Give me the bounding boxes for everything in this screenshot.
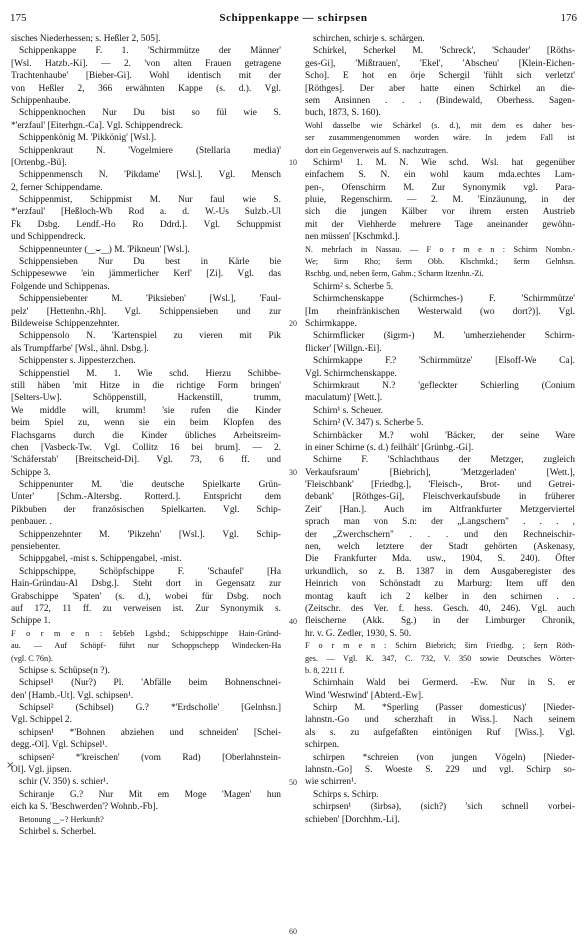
text-line: Schirne F. 'Schlachthaus der Metzger, zugleich bbox=[313, 455, 575, 466]
text-line: pensiebenter. bbox=[11, 542, 61, 553]
text-line: Schipse s. Schüpse(n ?). bbox=[19, 665, 110, 676]
text-line: schipsen¹ *'Bohnen abziehen und schneiden' [Schei- bbox=[19, 727, 281, 738]
text-line: F o r m e n : Schirn Biebrich; širn Friedbg. ; šeṛn Röth- bbox=[305, 641, 575, 651]
text-line: Schippenknochen Nur Du bist so fül wie S. bbox=[19, 108, 281, 119]
text-line: Schippenunter M. 'die deutsche Spielkarte Grün- bbox=[19, 480, 281, 491]
text-line: pluie, Regenschirm. — 2. M. 'Einzäunung, in der bbox=[305, 195, 575, 206]
text-line: buch, 1873, S. 160). bbox=[305, 108, 381, 119]
text-line: Heinrich von Schönstadt zu Marburg: Item uff den bbox=[305, 579, 575, 590]
text-line: beim Spiel zu, wenn sie ein beim Klopfen des bbox=[11, 418, 281, 429]
text-line: Schippensiebenter M. 'Piksieben' [Wsl.], 'Faul- bbox=[19, 294, 281, 305]
text-line: Vgl. Schirmchenskappe. bbox=[305, 368, 397, 379]
line-number: 20 bbox=[289, 319, 297, 329]
text-line: Schirmkappe. bbox=[305, 318, 357, 329]
text-line: ges. — Vgl. K. 347, C. 732, V. 350 sowie Deutsches Wörter- bbox=[305, 653, 575, 663]
text-line: Schippe 3. bbox=[11, 467, 51, 478]
text-line: lahnstn.-Go] S. Woeste S. 229 und vgl. Schirp so- bbox=[305, 765, 575, 776]
text-line: [Im rheinfränkischen Westerwald (wo dort?)]. Vgl. bbox=[305, 306, 575, 317]
text-line: penbauer. . bbox=[11, 517, 52, 528]
text-line: wie schirren¹. bbox=[305, 777, 357, 788]
text-line: Zeit' [Han.]. Auch im Altfrankfurter Metzgerviertel bbox=[305, 504, 575, 515]
text-line: Schippenkappe F. 1. 'Schirmmütze der Männer' bbox=[19, 46, 281, 57]
text-line: Schippenmist, Schippmist M. Nur faul wie S. bbox=[19, 195, 281, 206]
text-line: Schirkel, Scherkel M. 'Schreck', 'Schauder' [Röths- bbox=[313, 46, 575, 57]
text-line: [Wsl. Hatzb.-Ki]. — 2. 'von alten Frauen getragene bbox=[11, 58, 281, 69]
text-line: Verkaufsraum' [Biebrich], 'Metzgerladen' [Wett.], bbox=[305, 467, 575, 478]
text-line: von Heßler 2, 366 erwähnten Kappe (s. d.). Vgl. bbox=[11, 83, 281, 94]
text-line: (vgl. C 76n). bbox=[11, 653, 53, 663]
text-line: Schiranje G.? Nur Mit em Moge 'Magen' hun bbox=[19, 789, 281, 800]
text-line: Pikbuben der französischen Spielkarten. Vgl. Schip- bbox=[11, 504, 281, 515]
text-line: nen, welch letztere der Stadt gehörten (Askenasy, bbox=[305, 542, 575, 553]
text-line: Schippenzehnter M. 'Pikzehn' [Wsl.]. Vgl. Schip- bbox=[19, 529, 281, 540]
text-line: Schippe 1. bbox=[11, 616, 51, 627]
text-line: debank' [Röthges-Gi], Fleischverkaufsbude in früherer bbox=[305, 492, 575, 503]
text-line: Schipsel² (Schibsel) G.? *'Erdscholle' [Gelnhsn.] bbox=[19, 703, 281, 714]
text-line: Schirn¹ s. Scheuer. bbox=[313, 405, 383, 416]
text-line: Schipsel¹ (Nur?) Pl. 'Abfälle beim Bohnenschnei- bbox=[19, 678, 281, 689]
text-line: als Trumpffarbe' [Wsl., ähnl. Dsbg.]. bbox=[11, 343, 149, 354]
text-line: sisches Niederhessen; s. Heßler 2, 505]. bbox=[11, 34, 161, 44]
page-header bbox=[10, 12, 577, 28]
text-line: degg.-Ol]. Vgl. Schipsel¹. bbox=[11, 740, 108, 751]
text-line: *'erzfaul' [Heßloch-Wb Rod a. d. W.-Us Sulzb.-Ul bbox=[11, 207, 281, 218]
text-line: Schirps s. Schirp. bbox=[313, 789, 379, 800]
text-line: Rschbg. und, neben šerm, Gahm.; Scharm Itzenhn.-Zi. bbox=[305, 269, 484, 279]
text-line: [Röthges]. Der aber hatte einen Schirkel an die- bbox=[305, 83, 575, 94]
page-number-left: 175 bbox=[10, 12, 27, 24]
text-line: pelz' [Hettenhn.-Rh]. Vgl. Schippensieben und zur bbox=[11, 306, 281, 317]
text-line: Schippenkönig M. 'Pikkönig' [Wsl.]. bbox=[19, 133, 157, 144]
text-line: We; širm Rho; šerm Obb. Klschmkd.; šerm Gelnhsn. bbox=[305, 257, 575, 267]
text-line: Schirmkappe F.? 'Schirmmütze' [Elsoff-We Ca]. bbox=[313, 356, 575, 367]
text-line: chen [Vasbeck-Tw. Vgl. Collitz 16 bei brum]. — 2. bbox=[11, 442, 281, 453]
text-line: Schirm¹ 1. M. N. Wie schd. Wsl. hat gegenüber bbox=[313, 157, 575, 168]
text-line: au. — Auf Schöpf- führt nur Schoppschepp Windecken-Ha bbox=[11, 641, 281, 651]
text-line: Schirmflicker (šigrm-) M. 'umherziehender Schirm- bbox=[313, 331, 575, 342]
text-line: mit der Viehherde mehrere Tage aneinander gewöhn- bbox=[305, 219, 575, 230]
text-line: und Schippendreck. bbox=[11, 232, 86, 243]
text-line: sprach man von S.n: der „Langschern" . . . , bbox=[305, 517, 575, 528]
text-line: Grabschippe 'Spaten' (s. d.), wobei für Dsbg. noch bbox=[11, 591, 281, 602]
text-line: schirpen. bbox=[305, 740, 340, 751]
text-line: Schippenmensch N. 'Pikdame' [Wsl.]. Vgl. Mensch bbox=[19, 170, 281, 181]
text-line: Schippensolo N. 'Kartenspiel zu vieren mit Pik bbox=[19, 331, 281, 342]
text-line: schir (V. 350) s. schier¹. bbox=[19, 777, 109, 788]
text-line: [Ortenbg.-Bü]. bbox=[11, 157, 67, 168]
text-line: schirpen *schreien (von jungen Vögeln) [Nieder- bbox=[313, 752, 575, 763]
text-line: urkundlich, so z. B. 1387 in dem Ausgaberegister des bbox=[305, 566, 575, 577]
text-line: Schippgabel, -mist s. Schippengabel, -mist. bbox=[19, 554, 182, 565]
text-line: Fk Dsbg. Lendf.-Ho Ro Ddrd.]. Vgl. Schuppmist bbox=[11, 219, 281, 230]
text-line: Folgende und Schippenas. bbox=[11, 281, 110, 292]
text-line: 'Fleischbank' [Friedbg.], 'Fleisch-, Brot- und Getrei- bbox=[305, 480, 575, 491]
running-title: Schippenkappe — schirpsen bbox=[219, 12, 368, 24]
text-line: Die Frankfurter Mda. usw., 1904, S. 240). Öfter bbox=[305, 554, 575, 565]
page-number-right: 176 bbox=[560, 12, 577, 24]
text-line: Unter' [Schm.-Altersbg. Rotterd.]. Entspricht dem bbox=[11, 492, 281, 503]
text-line: Hain-Gründau-Al Dsbg.]. Steht dort in Gegensatz zur bbox=[11, 579, 281, 590]
text-line: lahnstn.-Go und scherzhaft in Wiss.]. Nach seinem bbox=[305, 715, 575, 726]
line-number: 40 bbox=[289, 616, 297, 626]
text-line: Ol]. Vgl. jipsen. bbox=[11, 765, 72, 776]
text-line: *'erzfaul' [Eiterhgn.-Ca]. Vgl. Schippendreck. bbox=[11, 120, 184, 131]
text-line: einfachem S. N. ein wohl kaum mda.echtes Lam- bbox=[305, 170, 575, 181]
line-number: 50 bbox=[289, 778, 297, 787]
text-line: Schippesewwe 'ein jämmerlicher Kerl' [Zi]. Vgl. das bbox=[11, 269, 281, 280]
text-line: nen müssen' [Kschmkd.]. bbox=[305, 232, 400, 243]
margin-cross-mark: × bbox=[6, 760, 15, 771]
text-line: der „Zwerchschern" . . . und den Rechneischir- bbox=[305, 529, 575, 540]
text-line: Trachtenhaube' [Bieber-Gi]. Wohl identisch mit der bbox=[11, 71, 281, 82]
text-line: Flachsgarns durch die Kinder übliches Arbeitsreim- bbox=[11, 430, 281, 441]
text-line: (Zeitschr. des Ver. f. hess. Gesch. 40, 246). Vgl. auch bbox=[305, 603, 575, 614]
text-line: Schirp M. *Sperling (Passer domesticus)' [Nieder- bbox=[313, 703, 575, 714]
text-line: fleischerne (Akk. Sg.) in der Limburger Chronik, bbox=[305, 616, 575, 627]
text-line: Schirn² (V. 347) s. Scherbe 5. bbox=[313, 418, 424, 429]
text-line: pen-, Ofenschirm M. Zur Synonymik vgl. Para- bbox=[305, 182, 575, 193]
text-line: ges-Gi], 'Mißtrauen', 'Ekel', 'Abscheu' [Klein-Eichen- bbox=[305, 58, 575, 69]
text-line: in einer Schirne (s. d.) feilhält' [Grünbg.-Gi]. bbox=[305, 442, 474, 453]
text-line: Schirmkraut N.? 'gefleckter Schierling (Conium bbox=[313, 380, 575, 391]
text-line: Wind 'Westwind' [Abterd.-Ew]. bbox=[305, 690, 424, 701]
text-line: Schippensieben Nur Du best in Kärle bie bbox=[19, 257, 281, 268]
text-line: Schirmchenskappe (Schirmches-) F. 'Schirmmütze' bbox=[313, 294, 575, 305]
text-line: Schippenster s. Jippesterzchen. bbox=[19, 356, 136, 367]
text-line: dort ein Gegenverweis auf S. nachzutragen. bbox=[305, 145, 448, 155]
line-number: 60 bbox=[289, 926, 297, 936]
text-line: Schippschippe, Schöpfschippe F. 'Schaufel' [Ha bbox=[19, 566, 281, 577]
text-line: F o r m e n : šebšeb Lgsbd.; Schippschippe Hain-Gründ- bbox=[11, 628, 281, 638]
text-line: We middle will, krumm! 'sie rufen die Kinder bbox=[11, 405, 281, 416]
text-line: Scho]. E hot en örje Schergil 'fühlt sich verletzt' bbox=[305, 71, 575, 82]
text-line: ser zusammengenommen worden wäre. In jedem Fall ist bbox=[305, 133, 575, 143]
text-line: Schippenkraut N. 'Vogelmiere (Stellaria media)' bbox=[19, 145, 281, 156]
text-line: Bildeweise Schippenzehnter. bbox=[11, 318, 120, 329]
text-line: Schirnhain Wald bei Germerd. -Ew. Nur in S. er bbox=[313, 678, 575, 689]
line-number: 30 bbox=[289, 468, 297, 477]
right-column bbox=[305, 33, 575, 826]
text-line: Schippenhaube. bbox=[11, 95, 71, 106]
text-line: Schirbel s. Scherbel. bbox=[19, 827, 97, 837]
left-column bbox=[11, 33, 281, 838]
text-line: sem Ansinnen . . . (Bindewald, Oberhess. Sagen- bbox=[305, 95, 575, 106]
text-line: schirchen, schirje s. schärgen. bbox=[313, 34, 425, 44]
text-line: Schippenstiel M. 1. Wie schd. Hierzu Schibbe- bbox=[19, 368, 281, 379]
text-line: auf 172, 11 ff. zu verweisen ist. Zur Synonymik s. bbox=[11, 603, 281, 614]
text-line: 2, ferner Schippendame. bbox=[11, 182, 103, 193]
text-line: Schippenneunter (‿⌣‿) M. 'Pikneun' [Wsl.]. bbox=[19, 244, 190, 255]
text-line: Betonung ‿⌣? Herkunft? bbox=[19, 814, 104, 824]
text-line: schipsen² *'kreischen' (vom Rad) [Oberlahnstein- bbox=[19, 752, 281, 763]
text-line: Wohl dasselbe wie Schärkel (s. d.), mit dem es daher bes- bbox=[305, 120, 575, 130]
text-line: den' [Hamb.-Ut]. Vgl. schipsen¹. bbox=[11, 690, 134, 701]
text-line: schirpsen¹ (širbsə), (sich?) 'sich schnell vorbei- bbox=[313, 802, 575, 813]
text-line: 'Schäferstab' [Breitscheid-Di]. Vgl. 73, 6 ff. und bbox=[11, 455, 281, 466]
text-line: sich die jungen Kälber vor ihrem ersten Austrieb bbox=[305, 207, 575, 218]
text-line: [Selters-Uw]. Schöppenstill, Hackenstill, trumm, bbox=[11, 393, 281, 404]
text-line: Schirm² s. Scherbe 5. bbox=[313, 281, 394, 292]
text-line: Vgl. Schippel 2. bbox=[11, 715, 72, 726]
text-line: b. 8, 2211 f. bbox=[305, 665, 345, 675]
text-line: Schirnbäcker M.? wohl 'Bäcker, der seine Ware bbox=[313, 430, 575, 441]
text-line: still häben 'mit Hitze in die richtige Form bringen' bbox=[11, 380, 281, 391]
text-line: schieben' [Dorchhm.-Li]. bbox=[305, 814, 400, 825]
text-line: flicker' [Willgn.-Ei]. bbox=[305, 343, 382, 354]
text-line: als s. zu aufgefaßten eintönigen Ruf [Wiss.]. Vgl. bbox=[305, 727, 575, 738]
text-line: montag kauft ich 2 kelber in den schirnen . . bbox=[305, 591, 575, 602]
text-line: maculatum)' [Wett.]. bbox=[305, 393, 383, 404]
text-line: hr. v. G. Zedler, 1930, S. 50. bbox=[305, 628, 412, 639]
text-line: N. mehrfach in Nassau. — F o r m e n : Schirm Nombn.- bbox=[305, 244, 575, 254]
text-line: eich ka S. 'Beschwerden'? Wohnb.-Fb]. bbox=[11, 802, 158, 813]
line-number: 10 bbox=[289, 158, 297, 167]
